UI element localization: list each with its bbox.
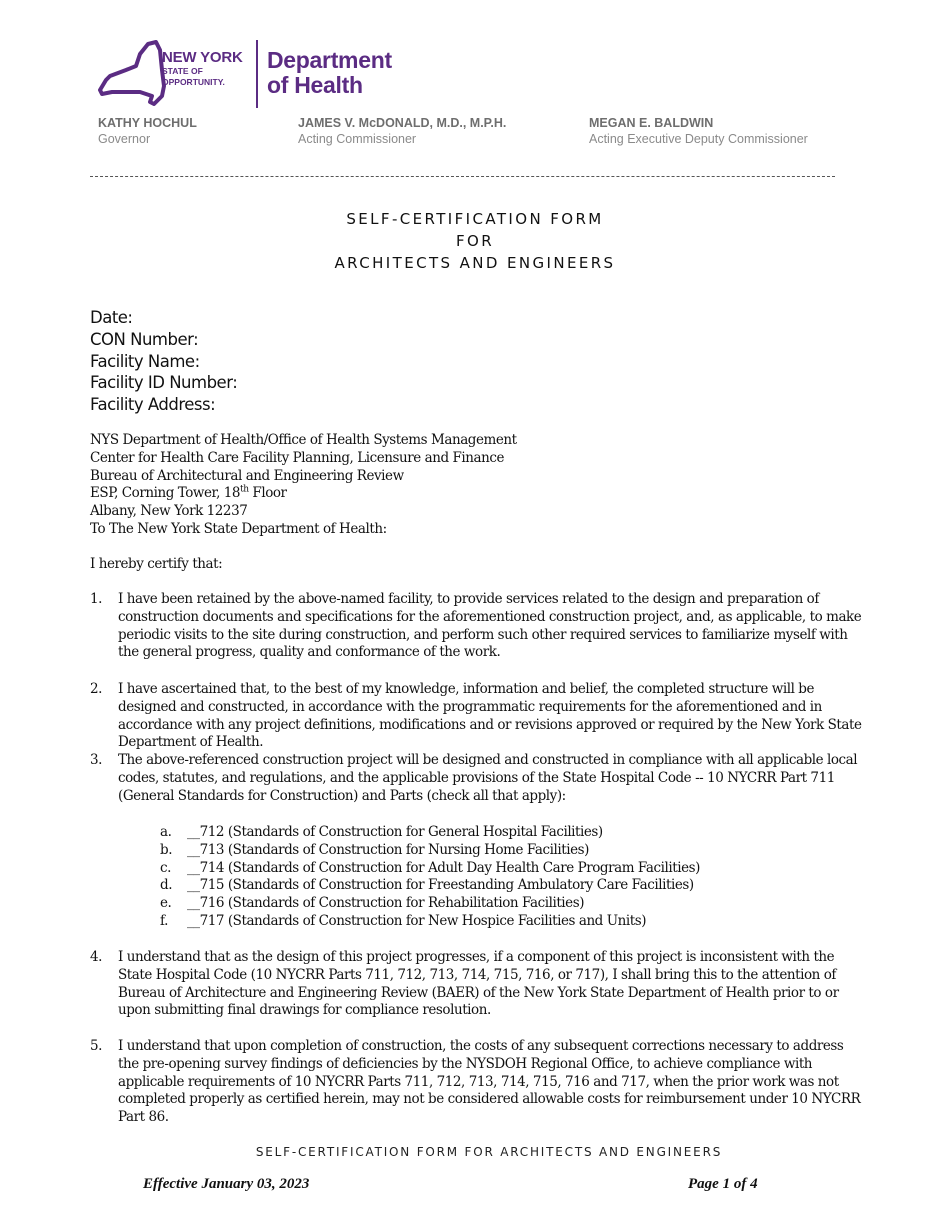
address-line-4-post: Floor bbox=[248, 485, 287, 502]
certification-item bbox=[90, 949, 865, 1020]
item-letter: b. bbox=[160, 841, 173, 858]
checklist-item bbox=[160, 824, 700, 842]
dept-line-2: of Health bbox=[267, 72, 363, 98]
checklist-item bbox=[160, 913, 700, 931]
official-deputy-commissioner bbox=[589, 116, 808, 147]
certification-item bbox=[90, 1038, 865, 1127]
facility-id-label: Facility ID Number: bbox=[90, 373, 238, 393]
address-line-4-sup: th bbox=[240, 484, 249, 495]
item-letter: d. bbox=[160, 877, 173, 894]
official-title: Governor bbox=[98, 132, 151, 146]
title-line-3: ARCHITECTS AND ENGINEERS bbox=[334, 254, 616, 272]
address-line: NYS Department of Health/Office of Health Systems Management bbox=[90, 432, 517, 448]
official-name: JAMES V. McDONALD, M.D., M.P.H. bbox=[298, 116, 507, 130]
list-item bbox=[90, 949, 865, 1020]
item-text: __713 (Standards of Construction for Nursing Home Facilities) bbox=[187, 841, 589, 858]
new-york-state-outline-icon bbox=[96, 40, 166, 108]
item-letter: c. bbox=[160, 859, 171, 876]
item-number: 2. bbox=[90, 681, 102, 697]
official-name: KATHY HOCHUL bbox=[98, 116, 197, 130]
address-line-4-pre: ESP, Corning Tower, 18 bbox=[90, 485, 241, 502]
state-sub-1: STATE OF bbox=[162, 66, 203, 76]
facility-address-label: Facility Address: bbox=[90, 395, 216, 415]
checklist-item bbox=[160, 895, 700, 913]
page-number: Page 1 of 4 bbox=[688, 1176, 758, 1192]
title-line-2: FOR bbox=[455, 232, 495, 250]
item-text: __714 (Standards of Construction for Adult Day Health Care Program Facilities) bbox=[187, 859, 700, 876]
list-item bbox=[90, 1038, 865, 1127]
address-line: Bureau of Architectural and Engineering Review bbox=[90, 467, 404, 484]
department-wordmark bbox=[267, 48, 392, 98]
item-text: I have been retained by the above-named facility, to provide services related to the design and preparation of construction documents and specifications for the aforementioned construction project, and, as applicable, to make periodic visits to the site during construction, and perform such other required services to familiarize myself with the general progress, quality and conformance of the work. bbox=[118, 591, 862, 661]
facility-name-label: Facility Name: bbox=[90, 351, 200, 371]
state-wordmark bbox=[162, 50, 243, 87]
certify-statement: I hereby certify that: bbox=[90, 556, 223, 572]
item-text: __715 (Standards of Construction for Freestanding Ambulatory Care Facilities) bbox=[187, 877, 694, 894]
certification-item bbox=[90, 591, 865, 662]
item-number: 1. bbox=[90, 591, 102, 607]
officials-row bbox=[98, 116, 858, 152]
item-text: __712 (Standards of Construction for General Hospital Facilities) bbox=[187, 824, 603, 840]
checklist-item bbox=[160, 842, 700, 860]
item-letter: e. bbox=[160, 895, 172, 912]
date-label: Date: bbox=[90, 308, 133, 327]
title-line-1: SELF-CERTIFICATION FORM bbox=[346, 210, 604, 228]
parts-checklist bbox=[160, 824, 700, 931]
item-number: 3. bbox=[90, 752, 102, 768]
logo-divider bbox=[256, 40, 258, 108]
state-sub-2: OPPORTUNITY. bbox=[162, 77, 225, 87]
official-title: Acting Executive Deputy Commissioner bbox=[589, 132, 808, 146]
certification-item bbox=[90, 681, 865, 752]
form-fields bbox=[90, 307, 237, 416]
item-text: __716 (Standards of Construction for Rehabilitation Facilities) bbox=[187, 895, 585, 912]
official-governor bbox=[98, 116, 197, 147]
list-item bbox=[90, 752, 865, 805]
effective-date: Effective January 03, 2023 bbox=[143, 1176, 310, 1192]
official-title: Acting Commissioner bbox=[298, 132, 417, 146]
certification-item bbox=[90, 752, 865, 805]
item-text: __717 (Standards of Construction for New Hospice Facilities and Units) bbox=[187, 912, 647, 929]
checklist-item bbox=[160, 877, 700, 895]
footer-title: SELF-CERTIFICATION FORM FOR ARCHITECTS AND ENGINEERS bbox=[255, 1145, 723, 1159]
letterhead bbox=[96, 38, 856, 153]
con-number-label: CON Number: bbox=[90, 329, 199, 349]
item-text: I understand that upon completion of construction, the costs of any subsequent corrections necessary to address the pre-opening survey findings of deficiencies by the NYSDOH Regional Office, to achieve compliance with applicable requirements of 10 NYCRR Parts 711, 712, 713, 714, 715, 716 and 717, when the prior work was not completed properly as certified herein, may not be considered allowable costs for reimbursement under 10 NYCRR Part 86. bbox=[118, 1038, 861, 1126]
list-item bbox=[90, 681, 865, 752]
nys-doh-logo bbox=[96, 38, 416, 110]
header-divider bbox=[90, 176, 835, 177]
item-text: I have ascertained that, to the best of my knowledge, information and belief, the completed structure will be designed and constructed, in accordance with the programmatic requirements for the aforementioned and in accordance with any project definitions, modifications and or revisions approved or required by the New York State Department of Health. bbox=[118, 681, 862, 751]
item-number: 4. bbox=[90, 949, 102, 965]
form-title bbox=[0, 208, 950, 274]
official-commissioner bbox=[298, 116, 506, 147]
address-line: To The New York State Department of Health: bbox=[90, 520, 387, 537]
address-line bbox=[90, 485, 517, 503]
item-letter: a. bbox=[160, 824, 172, 840]
list-item bbox=[90, 591, 865, 662]
item-letter: f. bbox=[160, 912, 168, 929]
checklist-item bbox=[160, 860, 700, 878]
dept-line-1: Department bbox=[267, 47, 392, 73]
item-number: 5. bbox=[90, 1038, 102, 1054]
address-line: Albany, New York 12237 bbox=[90, 503, 248, 520]
item-text: The above-referenced construction project will be designed and constructed in compliance with all applicable local codes, statutes, and regulations, and the applicable provisions of the State Hospital Code -- 10 NYCRR Part 711 (General Standards for Construction) and Parts (check all that apply): bbox=[118, 752, 858, 804]
address-line: Center for Health Care Facility Planning, Licensure and Finance bbox=[90, 449, 505, 466]
recipient-address bbox=[90, 432, 517, 539]
item-text: I understand that as the design of this project progresses, if a component of this project is inconsistent with the State Hospital Code (10 NYCRR Parts 711, 712, 713, 714, 715, 716, or 717), I shall bring this to the attention of Bureau of Architecture and Engineering Review (BAER) of the New York State Department of Health prior to or upon submitting final drawings for compliance resolution. bbox=[118, 949, 839, 1019]
state-name: NEW YORK bbox=[162, 49, 243, 66]
official-name: MEGAN E. BALDWIN bbox=[589, 116, 714, 130]
